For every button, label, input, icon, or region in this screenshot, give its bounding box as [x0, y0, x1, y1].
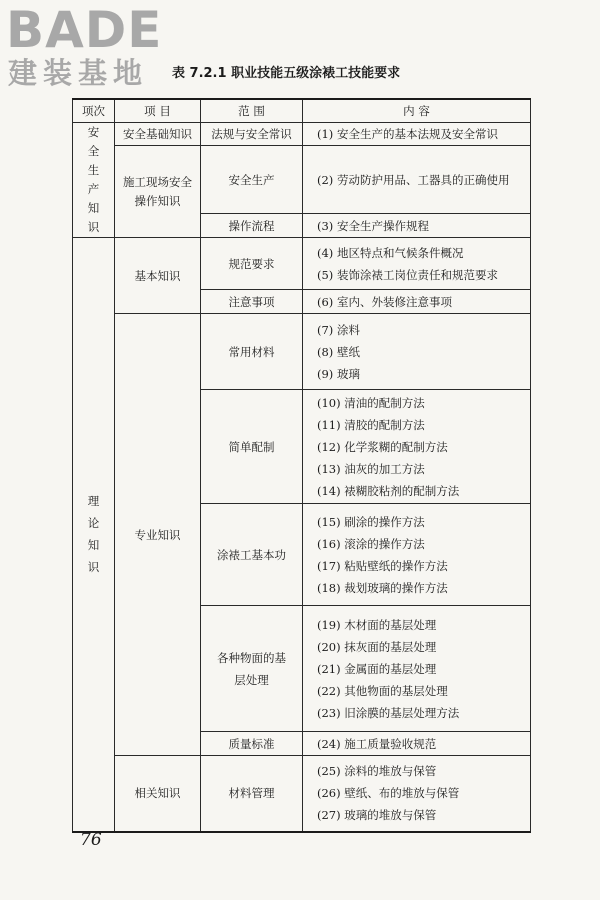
table-header-row	[73, 99, 531, 123]
scope-cell: 简单配制	[201, 390, 303, 504]
content-cell	[303, 314, 531, 390]
scope-cell: 材料管理	[201, 756, 303, 832]
content-item: (5) 装饰涂裱工岗位责任和规范要求	[317, 267, 498, 282]
content-item: (11) 清胶的配制方法	[317, 417, 425, 432]
content-item: (13) 油灰的加工方法	[317, 461, 425, 476]
content-item: (8) 壁纸	[317, 344, 360, 359]
table-row	[73, 123, 531, 146]
content-item: (27) 玻璃的堆放与保管	[317, 808, 437, 823]
scope-cell: 法规与安全常识	[201, 123, 303, 146]
table-caption: 表 7.2.1 职业技能五级涂裱工技能要求	[172, 66, 401, 81]
table-row	[73, 756, 531, 832]
logo	[6, 2, 176, 92]
content-item: (23) 旧涂膜的基层处理方法	[317, 705, 460, 720]
scope-cell: 操作流程	[201, 214, 303, 238]
item-cell: 相关知识	[115, 756, 201, 832]
content-cell	[303, 390, 531, 504]
content-cell	[303, 238, 531, 290]
content-item: (9) 玻璃	[317, 366, 360, 381]
content-cell	[303, 732, 531, 756]
item-cell: 专业知识	[115, 314, 201, 756]
scope-cell: 常用材料	[201, 314, 303, 390]
logo-subtext: 建装基地	[8, 56, 149, 90]
content-item: (16) 滚涂的操作方法	[317, 536, 425, 551]
page-number: 76	[80, 830, 102, 850]
content-item: (18) 裁划玻璃的操作方法	[317, 580, 448, 595]
item-cell: 施工现场安全操作知识	[115, 146, 201, 238]
scope-cell: 规范要求	[201, 238, 303, 290]
content-item: (6) 室内、外装修注意事项	[317, 294, 452, 309]
item-cell: 安全基础知识	[115, 123, 201, 146]
content-cell	[303, 756, 531, 832]
scope-cell: 注意事项	[201, 290, 303, 314]
content-item: (2) 劳动防护用品、工器具的正确使用	[317, 172, 510, 187]
scope-cell: 各种物面的基层处理	[201, 606, 303, 732]
content-item: (4) 地区特点和气候条件概况	[317, 245, 464, 260]
header-scope: 范 围	[201, 99, 303, 123]
content-item: (1) 安全生产的基本法规及安全常识	[317, 127, 498, 141]
content-item: (20) 抹灰面的基层处理	[317, 639, 437, 654]
header-item: 项 目	[115, 99, 201, 123]
content-item: (15) 刷涂的操作方法	[317, 514, 425, 529]
content-item: (24) 施工质量验收规范	[317, 736, 437, 751]
content-item: (12) 化学浆糊的配制方法	[317, 439, 448, 454]
table-row	[73, 146, 531, 214]
table-row	[73, 314, 531, 390]
logo-text: BADE	[6, 1, 163, 59]
content-item: (26) 壁纸、布的堆放与保管	[317, 786, 460, 801]
header-content: 内 容	[303, 99, 531, 123]
content-cell	[303, 214, 531, 238]
content-item: (3) 安全生产操作规程	[317, 218, 429, 233]
item-cell: 基本知识	[115, 238, 201, 314]
content-item: (17) 粘贴壁纸的操作方法	[317, 558, 448, 573]
content-item: (14) 裱糊胶粘剂的配制方法	[317, 483, 460, 498]
scope-cell: 质量标准	[201, 732, 303, 756]
content-item: (25) 涂料的堆放与保管	[317, 764, 437, 779]
content-cell	[303, 504, 531, 606]
content-cell	[303, 123, 531, 146]
table-row	[73, 238, 531, 290]
content-cell	[303, 146, 531, 214]
content-cell	[303, 290, 531, 314]
category-cell: 安全生产知识	[73, 123, 115, 238]
content-item: (22) 其他物面的基层处理	[317, 683, 448, 698]
header-category: 项次	[73, 99, 115, 123]
scope-cell: 涂裱工基本功	[201, 504, 303, 606]
category-cell: 理论知识	[73, 238, 115, 832]
content-item: (10) 清油的配制方法	[317, 395, 425, 410]
content-item: (21) 金属面的基层处理	[317, 661, 437, 676]
content-cell	[303, 606, 531, 732]
content-item: (7) 涂料	[317, 322, 360, 337]
content-item: (19) 木材面的基层处理	[317, 617, 437, 632]
scope-cell: 安全生产	[201, 146, 303, 214]
skills-table	[72, 98, 531, 833]
